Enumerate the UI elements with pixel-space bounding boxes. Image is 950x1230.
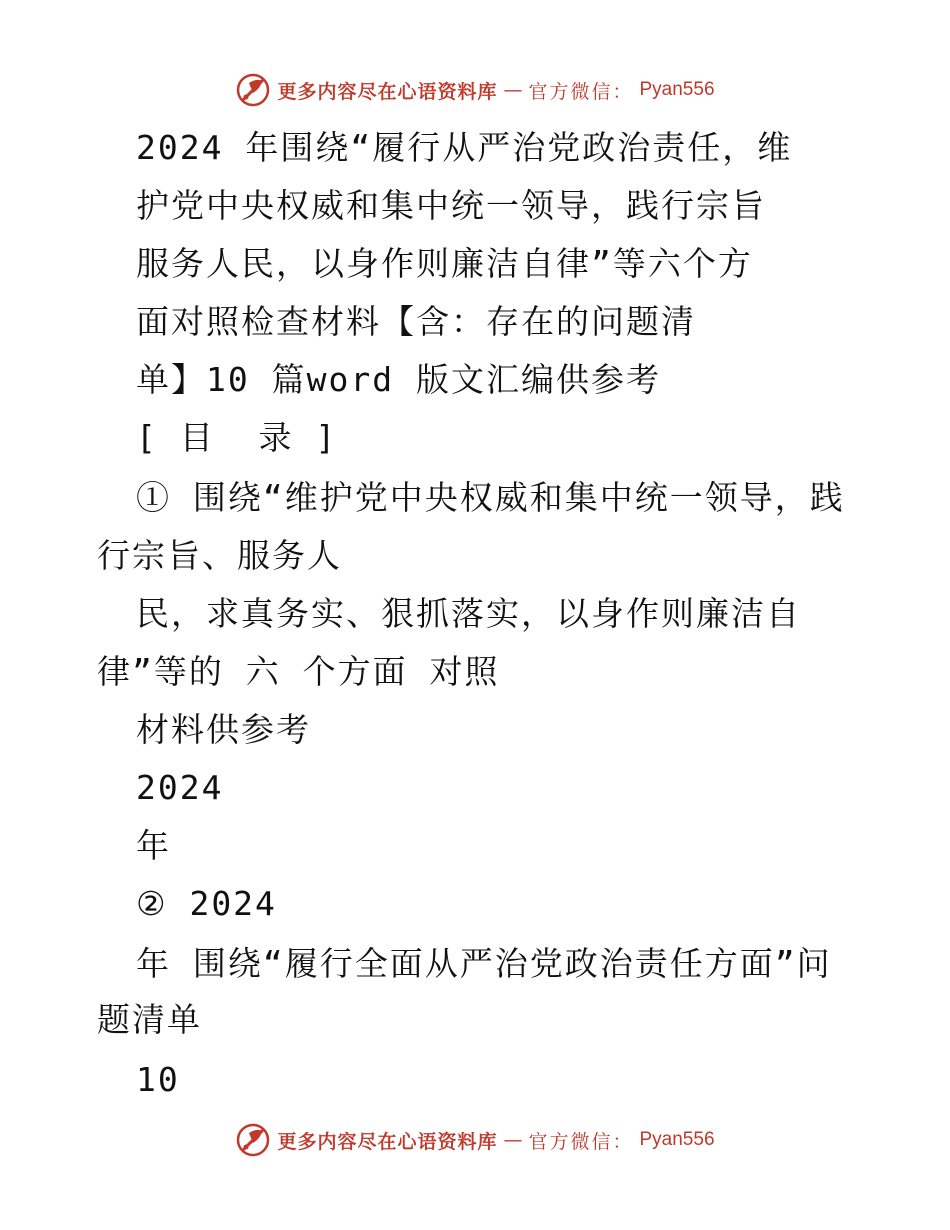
banner-wechat-id: Pyan556	[639, 79, 715, 100]
banner-wechat-id: Pyan556	[639, 1129, 715, 1150]
toc-entry-line: ② 2024	[136, 884, 277, 923]
toc-entry-line: 年 围绕“履行全面从严治党政治责任方面”问	[136, 944, 832, 983]
title-line: 单】10 篇word 版文汇编供参考	[136, 360, 661, 399]
banner-dash: —	[503, 1129, 523, 1151]
banner-dash: —	[503, 79, 523, 101]
toc-entry-line: 民，求真务实、狠抓落实，以身作则廉洁自	[136, 594, 801, 633]
banner-site-text: 更多内容尽在心语资料库	[277, 1130, 498, 1153]
toc-entry-line: 题清单	[97, 1000, 202, 1039]
quill-logo-icon	[235, 72, 271, 108]
title-line: 护党中央权威和集中统一领导，践行宗旨	[136, 186, 766, 225]
toc-entry-line: 10	[136, 1060, 180, 1099]
toc-heading: [ 目 录 ]	[136, 418, 338, 457]
header-watermark-banner	[0, 70, 950, 110]
quill-logo-icon	[235, 1122, 271, 1158]
banner-site-text: 更多内容尽在心语资料库	[277, 80, 498, 103]
title-line: 面对照检查材料【含：存在的问题清	[136, 302, 696, 341]
banner-wechat-label: 官方微信：	[528, 80, 634, 103]
title-line: 2024 年围绕“履行从严治党政治责任，维	[136, 128, 793, 167]
toc-entry-line: 年	[136, 826, 171, 865]
banner-wechat-label: 官方微信：	[528, 1130, 634, 1153]
toc-entry-line: ① 围绕“维护党中央权威和集中统一领导，践	[136, 478, 845, 517]
footer-watermark-banner	[0, 1120, 950, 1160]
title-line: 服务人民，以身作则廉洁自律”等六个方	[136, 244, 753, 283]
toc-entry-line: 2024	[136, 768, 224, 807]
toc-entry-line: 材料供参考	[136, 710, 311, 749]
toc-entry-line: 律”等的 六 个方面 对照	[97, 652, 500, 691]
toc-entry-line: 行宗旨、服务人	[97, 536, 342, 575]
